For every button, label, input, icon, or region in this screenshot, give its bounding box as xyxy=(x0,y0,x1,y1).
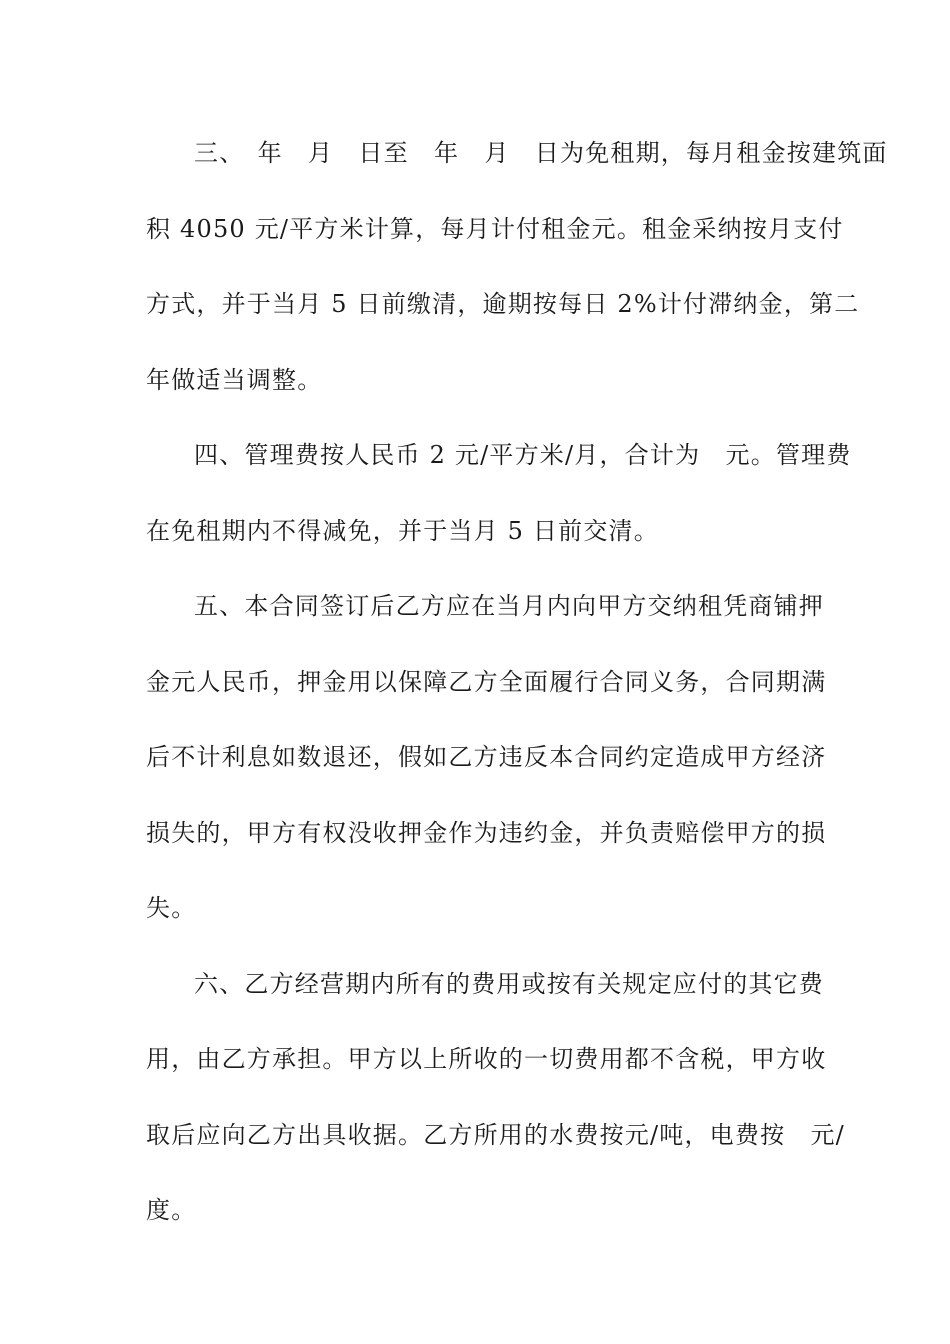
clause-5-line-1: 五、本合同签订后乙方应在当月内向甲方交纳租凭商铺押 xyxy=(194,592,824,620)
clause-3-line-2: 积 4050 元/平方米计算，每月计付租金元。租金采纳按月支付 xyxy=(146,214,844,243)
clause-3-line-3: 方式，并于当月 5 日前缴清，逾期按每日 2%计付滞纳金，第二 xyxy=(146,290,860,318)
clause-4-paragraph xyxy=(146,418,852,569)
clause-4-line-1: 四、管理费按人民币 2 元/平方米/月，合计为 元。管理费 xyxy=(194,441,852,469)
clause-4-line-2: 在免租期内不得减免，并于当月 5 日前交清。 xyxy=(146,516,659,545)
clause-5-line-5: 失。 xyxy=(146,894,197,922)
clause-5-line-3: 后不计利息如数退还，假如乙方违反本合同约定造成甲方经济 xyxy=(146,743,827,771)
clause-5-line-2: 金元人民币，押金用以保障乙方全面履行合同义务，合同期满 xyxy=(146,667,827,696)
clause-6-paragraph xyxy=(146,947,845,1249)
clause-5-paragraph xyxy=(146,569,827,947)
clause-6-line-1: 六、乙方经营期内所有的费用或按有关规定应付的其它费 xyxy=(194,969,824,998)
clause-6-line-3: 取后应向乙方出具收据。乙方所用的水费按元/吨，电费按 元/ xyxy=(146,1120,845,1149)
clause-5-line-4: 损失的，甲方有权没收押金作为违约金，并负责赔偿甲方的损 xyxy=(146,818,827,847)
clause-6-line-4: 度。 xyxy=(146,1196,197,1224)
clause-3-paragraph xyxy=(146,116,888,418)
clause-3-line-1: 三、 年 月 日至 年 月 日为免租期，每月租金按建筑面 xyxy=(194,139,888,167)
document-body xyxy=(146,116,888,1249)
clause-3-line-4: 年做适当调整。 xyxy=(146,365,323,394)
clause-6-line-2: 用，由乙方承担。甲方以上所收的一切费用都不含税，甲方收 xyxy=(146,1045,827,1073)
